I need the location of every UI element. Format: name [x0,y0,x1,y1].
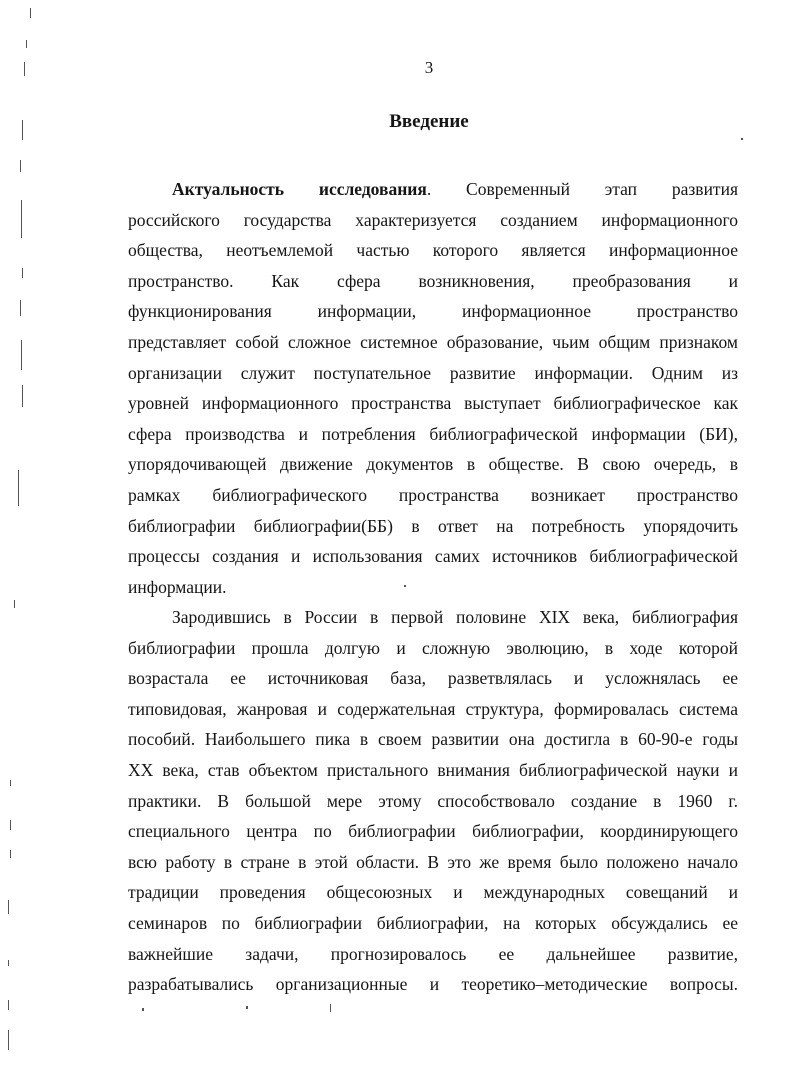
lead-term: Актуальность исследования [172,179,427,199]
paragraph-relevance [128,174,738,602]
paragraph-line: традиции проведения общесоюзных и международных совещаний и [128,882,738,903]
paragraph-line: процессы создания и использования самих источников библиографической [128,546,738,567]
paragraph-line: уровней информационного пространства выступает библиографическое как [128,393,738,414]
paragraph-history [128,602,738,1000]
paragraph-line: возрастала ее источниковая база, разветвлялась и усложнялась ее [128,668,738,689]
paragraph-line: представляет собой сложное системное образование, чьим общим признаком [128,331,738,352]
paragraph-line: важнейшие задачи, прогнозировалось ее дальнейшее развитие, [128,943,738,964]
paragraph-line: российского государства характеризуется созданием информационного [128,209,738,230]
paragraph-line: XX века, став объектом пристального внимания библиографической науки и [128,759,738,780]
paragraph-line: организации служит поступательное развитие информации. Одним из [128,362,738,383]
paragraph-line: информации. [128,576,227,597]
paragraph-line: общества, неотъемлемой частью которого является информационное [128,240,738,261]
paragraph-line: функционирования информации, информационное пространство [128,301,738,322]
paragraph-line: Актуальность исследования. Современный этап развития [172,179,738,199]
paragraph-line: Зародившись в России в первой половине XIX века, библиография [172,607,738,627]
paragraph-line: разрабатывались организационные и теоретико–методические вопросы. [128,974,738,995]
paragraph-line: всю работу в стране в этой области. В это же время было положено начало [128,851,738,872]
paragraph-line: типовидовая, жанровая и содержательная структура, формировалась система [128,698,738,719]
paragraph-line: библиографии прошла долгую и сложную эволюцию, в ходе которой [128,637,738,658]
section-heading: Введение [389,111,469,132]
paragraph-line: пространство. Как сфера возникновения, преобразования и [128,270,738,291]
paragraph-line: пособий. Наибольшего пика в своем развитии она достигла в 60-90-е годы [128,729,738,750]
paragraph-line: семинаров по библиографии библиографии, на которых обсуждались ее [128,912,738,933]
paragraph-line: практики. В большой мере этому способствовало создание в 1960 г. [128,790,738,811]
paragraph-line: библиографии библиографии(ББ) в ответ на потребность упорядочить [128,515,738,536]
page-number: 3 [424,58,434,77]
paragraph-line: рамках библиографического пространства возникает пространство [128,484,738,505]
paragraph-line: специального центра по библиографии библиографии, координирующего [128,821,738,842]
paragraph-line: упорядочивающей движение документов в обществе. В свою очередь, в [128,454,738,475]
paragraph-line: сфера производства и потребления библиографической информации (БИ), [128,423,738,444]
